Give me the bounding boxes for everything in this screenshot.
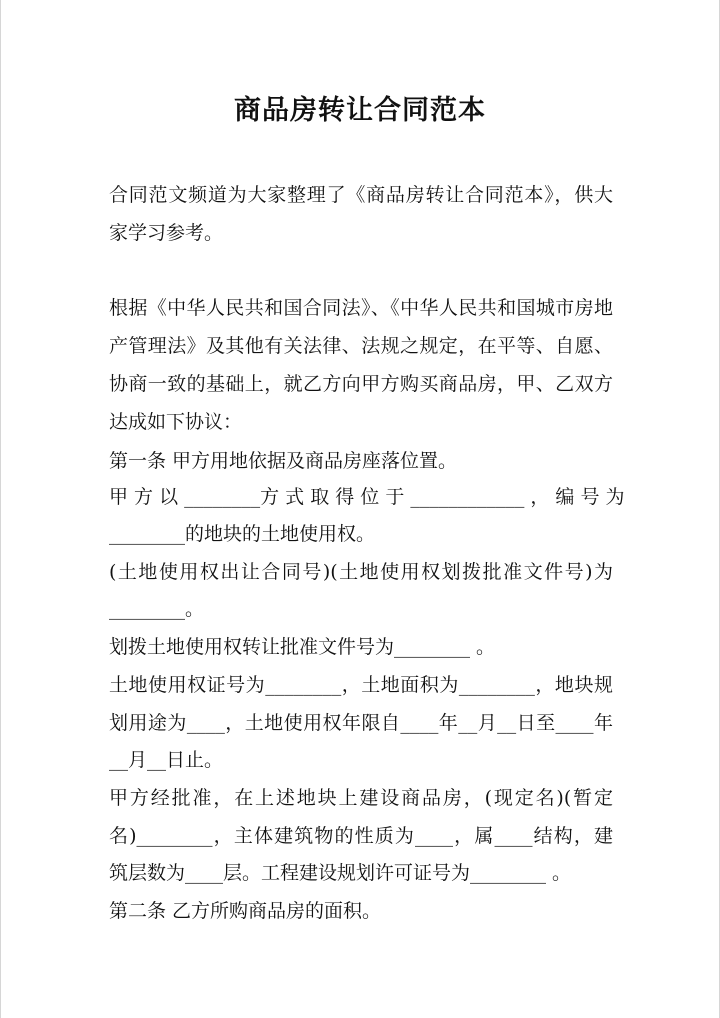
paragraph-line: 甲 方 以 ________方 式 取 得 位 于 ____________ ， 编 号 为 — [109, 486, 625, 508]
article-heading: 第一条 甲方用地依据及商品房座落位置。 — [109, 450, 458, 472]
paragraph-line: 划用途为____，土地使用权年限自____年__月__日至____年 — [109, 712, 613, 734]
paragraph-line: 产管理法》及其他有关法律、法规之规定，在平等、自愿、 — [109, 335, 613, 357]
paragraph-line: 划拨土地使用权转让批准文件号为________ 。 — [109, 636, 496, 658]
paragraph-line: ________。 — [109, 598, 205, 620]
paragraph-line: 根据《中华人民共和国合同法》、《中华人民共和国城市房地 — [109, 297, 613, 319]
paragraph-line: 土地使用权证号为________，土地面积为________，地块规 — [109, 674, 613, 696]
article-heading: 第二条 乙方所购商品房的面积。 — [109, 900, 382, 922]
paragraph-line: (土地使用权出让合同号)(土地使用权划拨批准文件号)为 — [109, 561, 613, 583]
paragraph-line: 名)________，主体建筑物的性质为____，属____结构，建 — [109, 825, 613, 847]
paragraph-line: __月__日止。 — [109, 749, 224, 771]
paragraph-line: 达成如下协议： — [109, 411, 243, 433]
paragraph-line: 甲方经批准，在上述地块上建设商品房，(现定名)(暂定 — [109, 787, 613, 809]
paragraph-line: ________的地块的土地使用权。 — [109, 523, 376, 545]
paragraph-line: 家学习参考。 — [109, 222, 224, 244]
paragraph-line: 合同范文频道为大家整理了《商品房转让合同范本》，供大 — [109, 184, 613, 206]
paragraph-line: 筑层数为____层。工程建设规划许可证号为________ 。 — [109, 862, 572, 884]
paragraph-line: 协商一致的基础上，就乙方向甲方购买商品房，甲、乙双方 — [109, 373, 613, 395]
document-title: 商品房转让合同范本 — [234, 95, 486, 126]
